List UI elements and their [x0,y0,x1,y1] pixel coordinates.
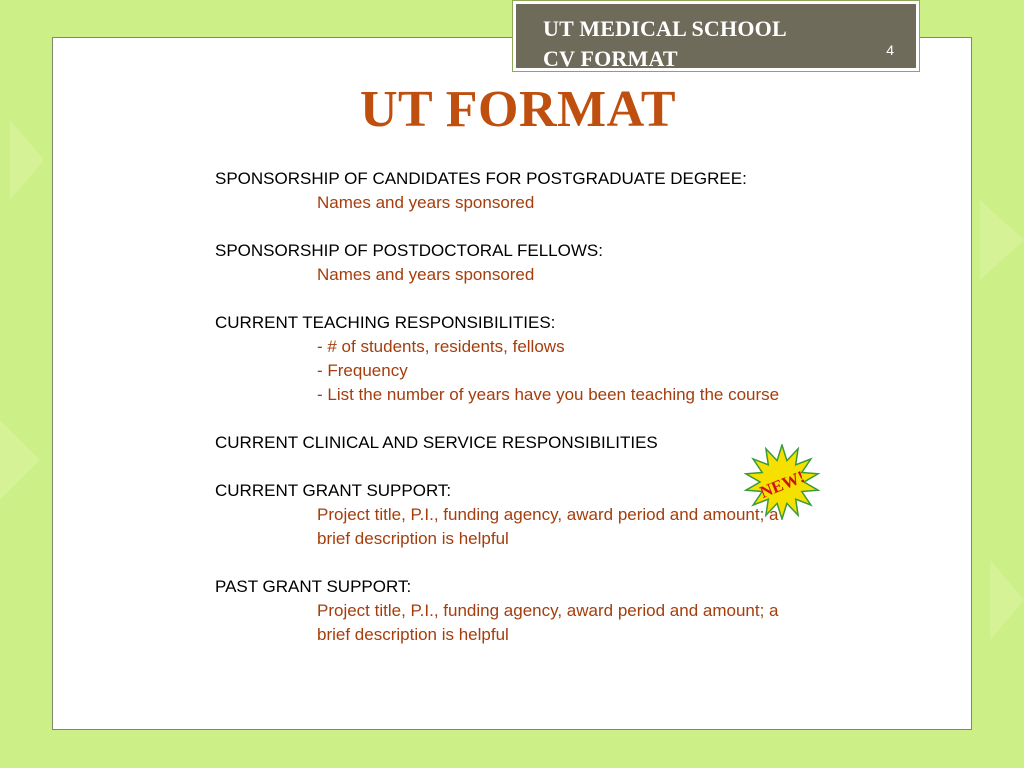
slide-title: UT FORMAT [359,81,677,138]
slide-number: 4 [886,42,894,58]
section-sponsorship-postgraduate [215,167,805,215]
section-heading: CURRENT CLINICAL AND SERVICE RESPONSIBILITIES [215,433,658,452]
section-clinical [215,431,805,455]
section-past-grant [215,575,805,647]
header-title: UT MEDICAL SCHOOL CV FORMAT [543,16,787,71]
section-heading: SPONSORSHIP OF CANDIDATES FOR POSTGRADUATE DEGREE: [215,169,747,188]
section-teaching [215,311,805,407]
section-detail: Names and years sponsored [317,265,535,284]
section-sponsorship-postdoctoral [215,239,805,287]
header-banner [516,4,916,71]
section-heading: CURRENT TEACHING RESPONSIBILITIES: [215,313,556,332]
section-current-grant [215,479,805,551]
section-heading: SPONSORSHIP OF POSTDOCTORAL FELLOWS: [215,241,603,260]
content-body [215,167,808,671]
section-detail: Project title, P.I., funding agency, award period and amount; a brief description is helpful [317,505,779,548]
section-heading: CURRENT GRANT SUPPORT: [215,481,452,500]
section-detail: Names and years sponsored [317,193,535,212]
section-detail: - List the number of years have you been teaching the course [317,385,780,404]
section-detail: - Frequency [317,361,408,380]
header-box [512,0,920,72]
section-detail: Project title, P.I., funding agency, award period and amount; a brief description is helpful [317,601,779,644]
section-heading: PAST GRANT SUPPORT: [215,577,412,596]
section-detail: - # of students, residents, fellows [317,337,565,356]
new-badge-label: NEW! [757,466,808,502]
new-badge-icon [743,444,821,520]
